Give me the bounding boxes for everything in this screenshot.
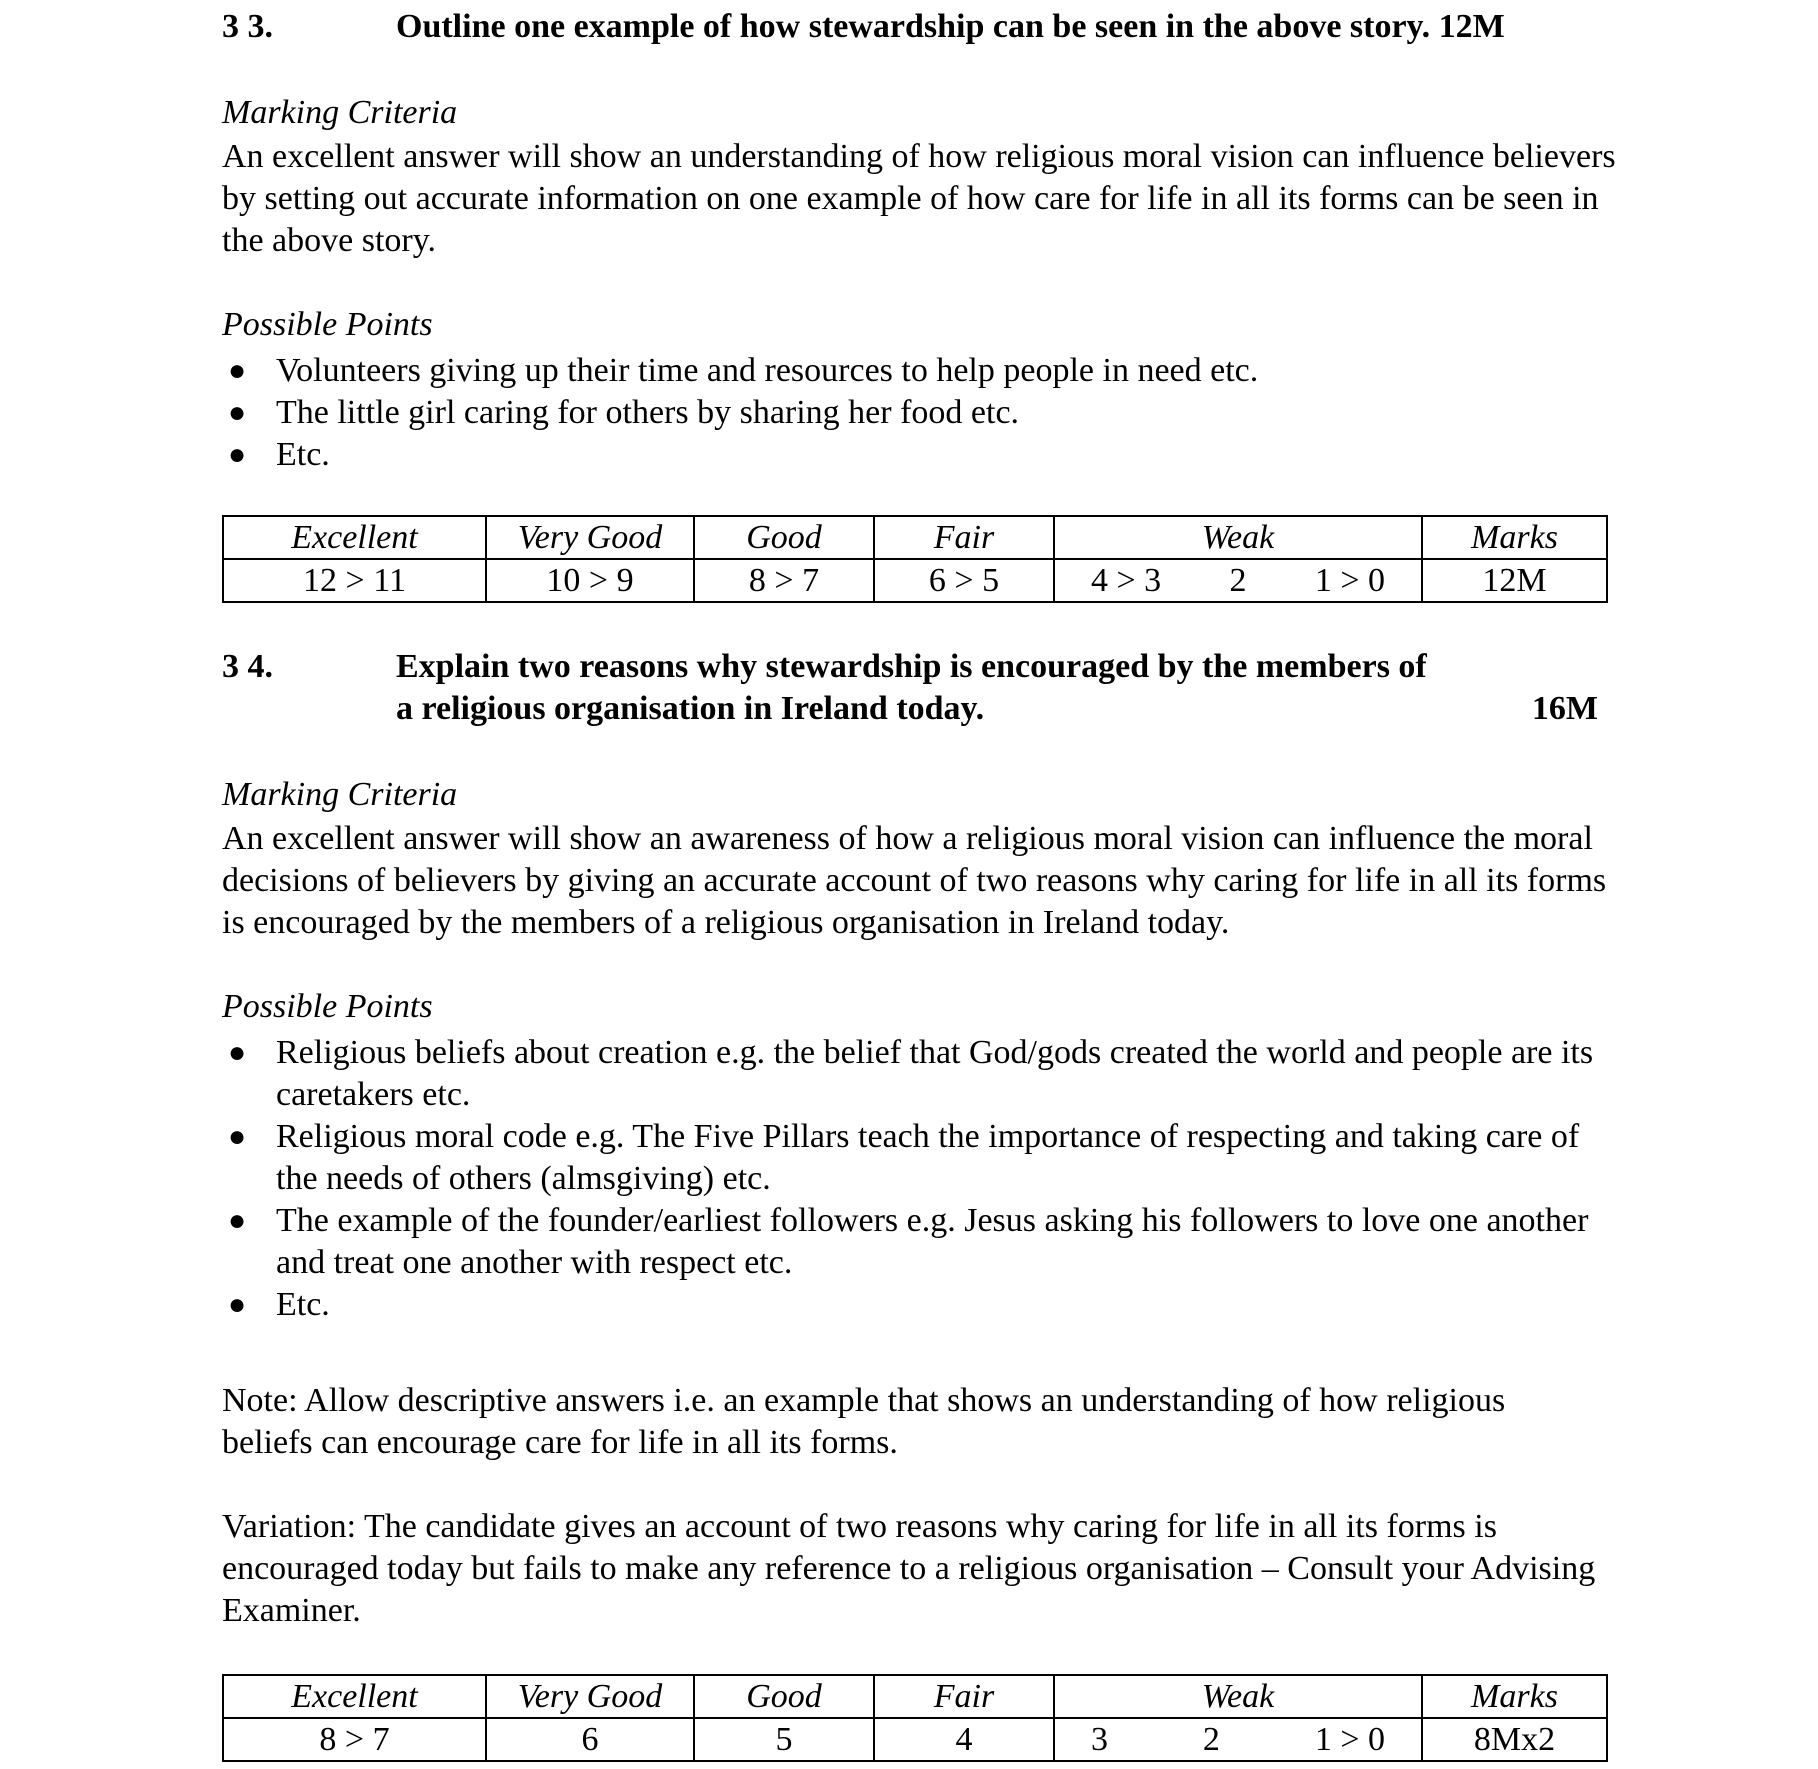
weak-value-high: 3: [1091, 1721, 1108, 1758]
q4-note: Note: Allow descriptive answers i.e. an example that shows an understanding of how religious beliefs can encourage care for life in all its forms.: [222, 1382, 1506, 1461]
grade-fair-header: Fair: [874, 516, 1054, 559]
grade-marks-value: 12M: [1422, 559, 1607, 602]
grade-excellent-value: 12 > 11: [223, 559, 486, 602]
q4-marking-heading: Marking Criteria: [222, 776, 458, 813]
table-row: [223, 1718, 1607, 1761]
grade-very-good-value: 6: [486, 1718, 694, 1761]
grade-good-header: Good: [694, 1675, 874, 1718]
q4-question-line2: a religious organisation in Ireland today.: [396, 690, 985, 727]
grade-good-value: 8 > 7: [694, 559, 874, 602]
grade-weak-header: Weak: [1054, 516, 1422, 559]
grade-fair-value: 4: [874, 1718, 1054, 1761]
grade-excellent-value: 8 > 7: [223, 1718, 486, 1761]
bullet-icon: ●: [228, 1288, 247, 1321]
q4-marking-text: An excellent answer will show an awareness of how a religious moral vision can influence the moral decisions of believers by giving an accurate account of two reasons why caring for life in all its forms is encouraged by the members of a religious organisation in Ireland today.: [222, 820, 1607, 941]
grade-marks-header: Marks: [1422, 1675, 1607, 1718]
grade-good-value: 5: [694, 1718, 874, 1761]
grade-very-good-value: 10 > 9: [486, 559, 694, 602]
bullet-icon: ●: [228, 1204, 247, 1237]
grade-fair-header: Fair: [874, 1675, 1054, 1718]
list-item: ● Religious moral code e.g. The Five Pillars teach the importance of respecting and taking care of the needs of others (almsgiving) etc.: [228, 1118, 1580, 1197]
bullet-icon: ●: [228, 1120, 247, 1153]
grade-excellent-header: Excellent: [223, 1675, 486, 1718]
grade-weak-values: [1054, 559, 1422, 602]
table-row: [223, 559, 1607, 602]
q3-grade-table: [222, 515, 1608, 603]
bullet-icon: ●: [228, 396, 247, 429]
grade-fair-value: 6 > 5: [874, 559, 1054, 602]
bullet-icon: ●: [228, 438, 247, 471]
grade-very-good-header: Very Good: [486, 1675, 694, 1718]
q4-number: 3 4.: [222, 648, 273, 685]
q4-points-list: [222, 1032, 1622, 1326]
q4-question-line1: Explain two reasons why stewardship is encouraged by the members of: [396, 648, 1427, 685]
list-item: ● Etc.: [222, 1284, 1622, 1326]
weak-value-mid: 2: [1229, 562, 1247, 599]
q3-marking-text: An excellent answer will show an understanding of how religious moral vision can influence believers by setting out accurate information on one example of how care for life in all its forms can be seen in the above story.: [222, 138, 1616, 259]
weak-value-mid: 2: [1202, 1721, 1220, 1758]
bullet-icon: ●: [228, 354, 247, 387]
q4-points-heading: Possible Points: [222, 988, 433, 1025]
grade-weak-header: Weak: [1054, 1675, 1422, 1718]
q3-question: Outline one example of how stewardship can be seen in the above story. 12M: [396, 8, 1505, 45]
q3-marking-heading: Marking Criteria: [222, 94, 458, 131]
q4-variation: Variation: The candidate gives an account of two reasons why caring for life in all its forms is encouraged today but fails to make any reference to a religious organisation – Consult your Advising Examiner.: [222, 1508, 1596, 1629]
q4-marks: 16M: [1531, 690, 1598, 727]
grade-marks-value: 8Mx2: [1422, 1718, 1607, 1761]
bullet-icon: ●: [228, 1036, 247, 1069]
table-header-row: [223, 516, 1607, 559]
weak-value-high: 4 > 3: [1091, 562, 1162, 599]
grade-very-good-header: Very Good: [486, 516, 694, 559]
q3-points-list: [222, 350, 1622, 476]
list-item: ● Religious beliefs about creation e.g. the belief that God/gods created the world and people are its caretakers etc.: [228, 1034, 1594, 1113]
list-item: ● The example of the founder/earliest followers e.g. Jesus asking his followers to love one another and treat one another with respect etc.: [228, 1202, 1589, 1281]
grade-good-header: Good: [694, 516, 874, 559]
grade-weak-values: [1054, 1718, 1422, 1761]
grade-marks-header: Marks: [1422, 516, 1607, 559]
table-header-row: [223, 1675, 1607, 1718]
q4-grade-table: [222, 1674, 1608, 1762]
list-item: ● The little girl caring for others by sharing her food etc.: [222, 392, 1622, 434]
weak-value-low: 1 > 0: [1314, 1721, 1385, 1758]
q3-points-heading: Possible Points: [222, 306, 433, 343]
weak-value-low: 1 > 0: [1314, 562, 1385, 599]
grade-excellent-header: Excellent: [223, 516, 486, 559]
list-item: ● Volunteers giving up their time and resources to help people in need etc.: [222, 350, 1622, 392]
list-item: ● Etc.: [222, 434, 1622, 476]
q3-number: 3 3.: [222, 8, 273, 45]
